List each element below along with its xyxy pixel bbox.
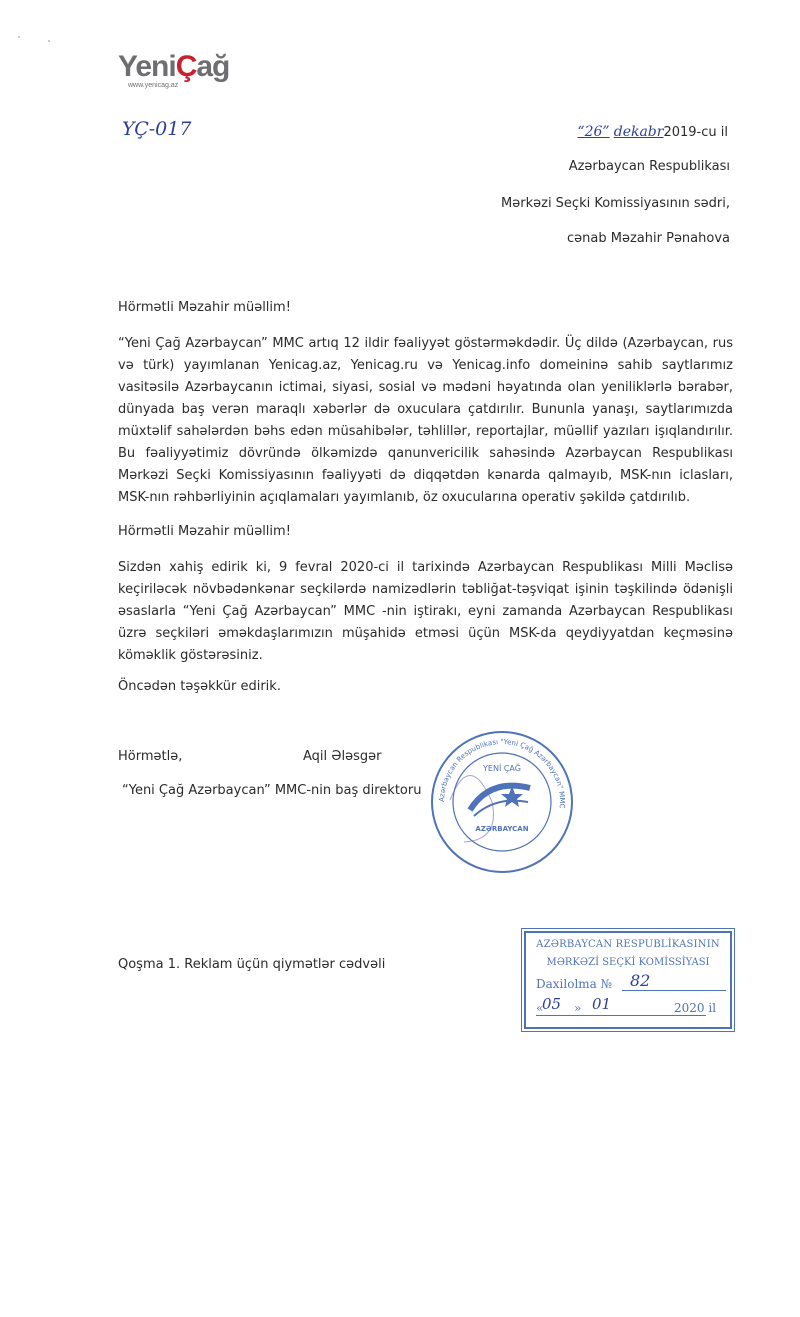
- stamp-number: 82: [622, 971, 726, 991]
- svg-text:AZƏRBAYCAN: AZƏRBAYCAN: [475, 825, 529, 833]
- closing-thanks: Öncədən təşəkkür edirik.: [118, 679, 281, 694]
- greeting: Hörmətli Məzahir müəllim!: [118, 524, 291, 539]
- scan-speck: [48, 40, 50, 42]
- stamp-day: 05: [542, 995, 562, 1013]
- body-paragraph: “Yeni Çağ Azərbaycan” MMC artıq 12 ildir fəaliyyət göstərməkdədir. Üç dildə (Azərbaycan, rus və türk) yayımlanan Yenicag.az, Yenicag.ru və Yenicag.info domeininə sahib saytlarımız vasitəsilə Azərbaycanın ictimai, siyasi, sosial və mədəni həyatında olan yeniliklərlə bərabər, dünyada baş verən maraqlı xəbərlər də oxuculara çatdırılır. Bununla yanaşı, saytlarımızda müxtəlif sahələrdən bəhs edən müsahibələr, təhlillər, reportajlar, müəllif yazıları işıqlandırılır. Bu fəaliyyətimiz dövründə ölkəmizdə qanunvericilik sahəsində Azərbaycan Respublikası Mərkəzi Seçki Komissiyasının fəaliyyəti də diqqətdən kənarda qalmayıb, MSK-nın iclasları, MSK-nın rəhbərliyinin açıqlamaları yayımlanıb, öz oxucularına operativ şəkildə çatdırılıb.: [118, 336, 733, 505]
- addressee-line: Mərkəzi Seçki Komissiyasının sədri,: [501, 196, 730, 211]
- attachment-note: Qoşma 1. Reklam üçün qiymətlər cədvəli: [118, 957, 386, 972]
- logo-website: www.yenicag.az: [128, 82, 179, 89]
- signatory-name: Aqil Ələsgər: [303, 749, 382, 764]
- company-logo: YeniÇağ www.yenicag.az: [118, 52, 248, 94]
- body-paragraph: Sizdən xahiş edirik ki, 9 fevral 2020-ci il tarixində Azərbaycan Respublikası Milli Məclisə keçiriləcək növbədənkənar seçkilərdə namizədlərin təbliğat-təşviqat işinin təşkilində ödənişli əsaslarla “Yeni Çağ Azərbaycan” MMC -nin iştirakı, eyni zamanda Azərbaycan Respublikası üzrə seçkiləri əməkdaşlarımızın müşahidə etməsi üçün MSK-da qeydiyyatdan keçməsinə köməklik göstərəsiniz.: [118, 560, 733, 663]
- stamp-year: 2020 il: [674, 1001, 717, 1015]
- stamp-line: MƏRKƏZİ SEÇKİ KOMİSSİYASI: [546, 957, 710, 968]
- greeting: Hörmətli Məzahir müəllim!: [118, 300, 291, 315]
- signatory-title: “Yeni Çağ Azərbaycan” MMC-nin baş direktoru: [122, 783, 422, 798]
- stamp-label: Daxilolma №: [536, 977, 612, 991]
- registration-stamp: [524, 931, 732, 1029]
- letter-date: “26” dekabr2019-cu il: [577, 124, 728, 140]
- date-day: 26: [584, 124, 603, 140]
- signature-regards: Hörmətlə,: [118, 749, 183, 764]
- reference-number: YÇ-017: [122, 118, 192, 140]
- stamp-date: « 05 » 01 2020 il: [536, 995, 717, 1015]
- svg-text:YENİ ÇAĞ: YENİ ÇAĞ: [483, 764, 521, 773]
- stamp-month: 01: [592, 995, 612, 1013]
- stamp-line: AZƏRBAYCAN RESPUBLİKASININ: [536, 939, 720, 950]
- date-month: dekabr: [613, 124, 664, 140]
- company-seal: [430, 730, 574, 874]
- addressee-line: cənab Məzahir Pənahova: [567, 231, 730, 246]
- addressee-line: Azərbaycan Respublikası: [568, 159, 730, 174]
- svg-text:Azərbaycan Respublikası "Yeni: Azərbaycan Respublikası "Yeni Çağ Azərbaycan" MMC: [437, 737, 567, 809]
- scan-speck: [18, 36, 20, 38]
